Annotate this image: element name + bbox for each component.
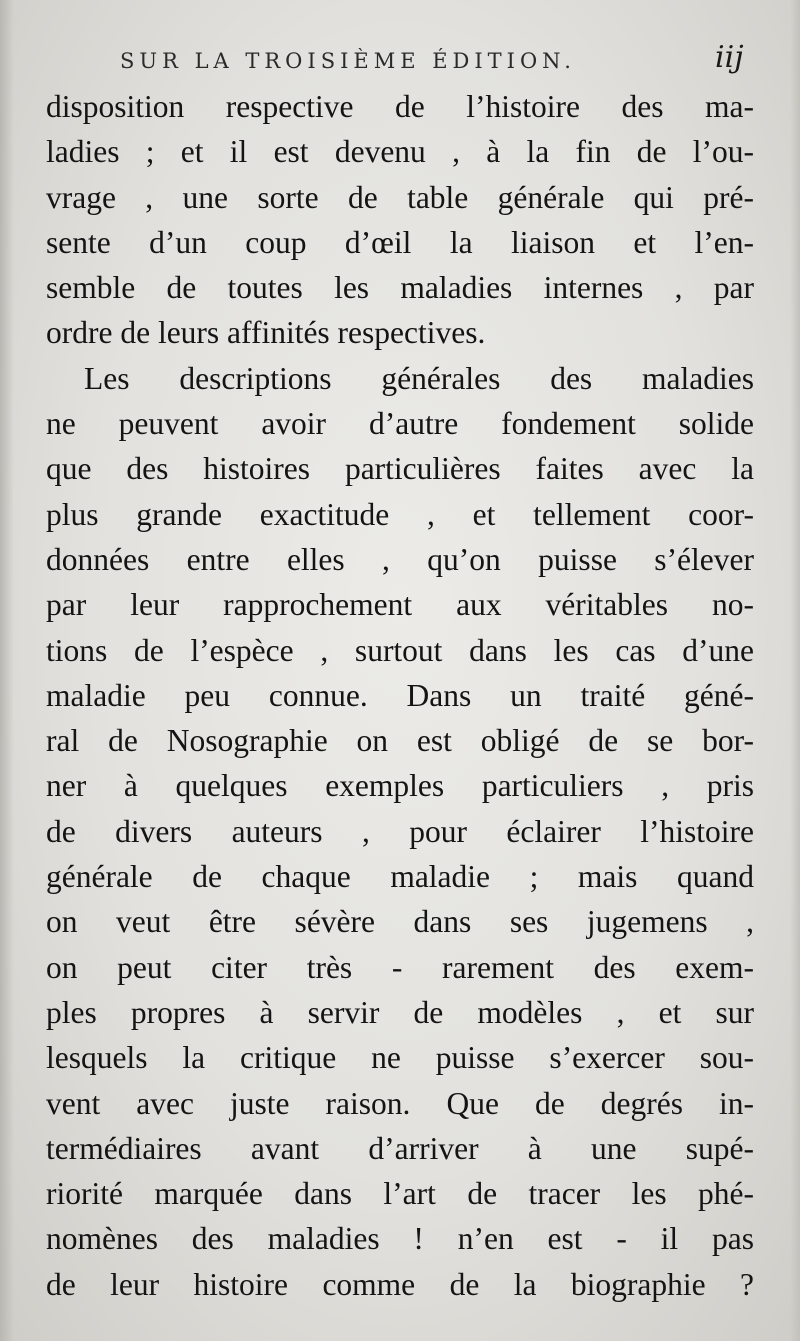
text-line: de divers auteurs , pour éclairer l’histoire <box>46 813 754 849</box>
text-line: ral de Nosographie on est obligé de se bor- <box>46 723 754 759</box>
text-line: termédiaires avant d’arriver à une supé- <box>46 1130 754 1166</box>
text-line: par leur rapprochement aux véritables no- <box>46 587 754 623</box>
page-right-shadow <box>790 0 800 1341</box>
text-line: disposition respective de l’histoire des ma- <box>46 89 754 124</box>
text-line: générale de chaque maladie ; mais quand <box>46 859 754 895</box>
body-text <box>46 84 754 1307</box>
text-line: sente d’un coup d’œil la liaison et l’en- <box>46 224 754 260</box>
text-line: ne peuvent avoir d’autre fondement solide <box>46 406 754 442</box>
page-number: iij <box>715 40 744 75</box>
text-line: que des histoires particulières faites avec la <box>46 451 754 487</box>
text-line: de leur histoire comme de la biographie ? <box>46 1266 754 1302</box>
paragraph-start-line: Les descriptions générales des maladies <box>84 360 754 396</box>
page-left-shadow <box>0 0 14 1341</box>
text-line: ples propres à servir de modèles , et sur <box>46 994 754 1030</box>
text-line: riorité marquée dans l’art de tracer les phé- <box>46 1176 754 1212</box>
text-line: on veut être sévère dans ses jugemens , <box>46 904 754 940</box>
text-line: données entre elles , qu’on puisse s’élever <box>46 541 754 577</box>
text-line: maladie peu connue. Dans un traité géné- <box>46 677 754 713</box>
text-line: plus grande exactitude , et tellement coor- <box>46 496 754 532</box>
text-line: semble de toutes les maladies internes , par <box>46 270 754 306</box>
text-line: on peut citer très - rarement des exem- <box>46 949 754 985</box>
text-line: lesquels la critique ne puisse s’exercer sou- <box>46 1040 754 1076</box>
text-line: ordre de leurs affinités respectives. <box>46 315 486 351</box>
text-line: ladies ; et il est devenu , à la fin de l’ou- <box>46 134 754 170</box>
text-line: vrage , une sorte de table générale qui pré- <box>46 179 754 215</box>
text-line: vent avec juste raison. Que de degrés in- <box>46 1085 754 1121</box>
running-head: SUR LA TROISIÈME ÉDITION. <box>120 49 576 73</box>
text-line: tions de l’espèce , surtout dans les cas d’une <box>46 632 754 668</box>
text-line: nomènes des maladies ! n’en est - il pas <box>46 1221 754 1257</box>
text-line: ner à quelques exemples particuliers , pris <box>46 768 754 804</box>
